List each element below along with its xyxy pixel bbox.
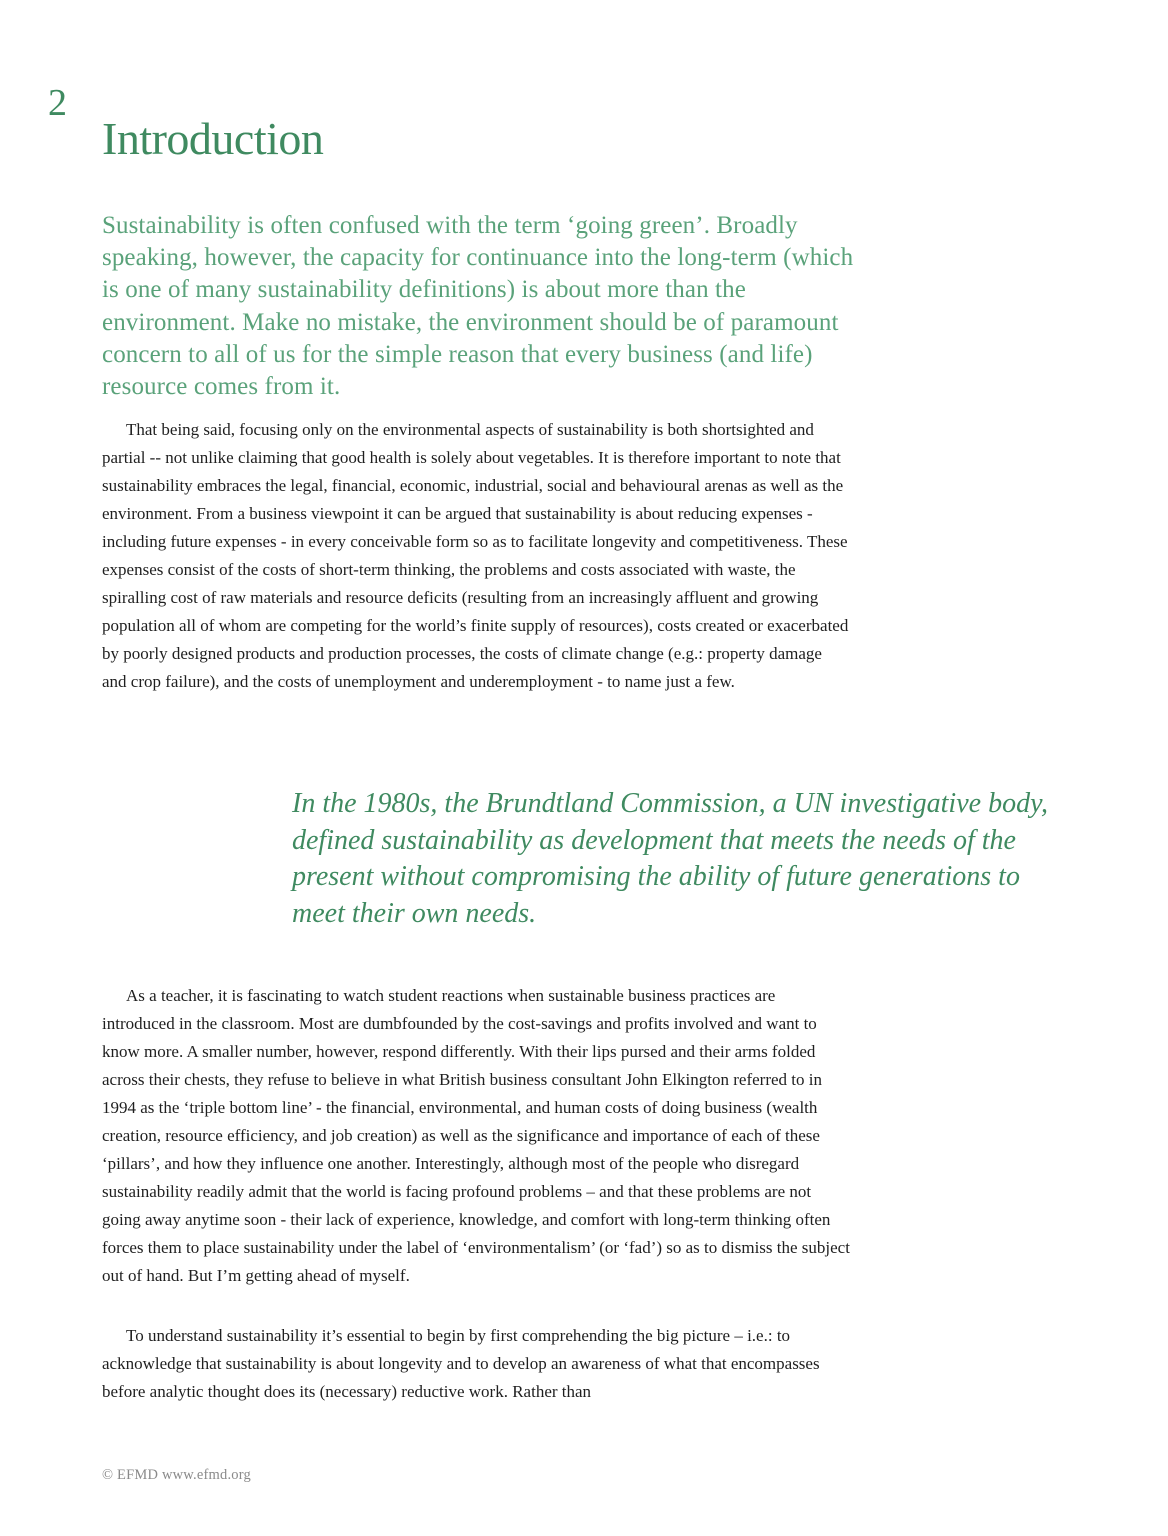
body-paragraph-1: That being said, focusing only on the environmental aspects of sustainability is both shortsighted and partial -- not unlike claiming that good health is solely about vegetables. It is therefore important to note that sustainability embraces the legal, financial, economic, industrial, social and behavioural arenas as well as the environment. From a business viewpoint it can be argued that sustainability is about reducing expenses - including future expenses - in every conceivable form so as to facilitate longevity and competitiveness. These expenses consist of the costs of short-term thinking, the problems and costs associated with waste, the spiralling cost of raw materials and resource deficits (resulting from an increasingly affluent and growing population all of whom are competing for the world’s finite supply of resources), costs created or exacerbated by poorly designed products and production processes, the costs of climate change (e.g.: property damage and crop failure), and the costs of unemployment and underemployment - to name just a few. bbox=[102, 420, 849, 691]
footer-copyright: © EFMD www.efmd.org bbox=[102, 1467, 251, 1483]
lead-paragraph: Sustainability is often confused with the term ‘going green’. Broadly speaking, however, the capacity for continuance into the long-term (which is one of many sustainability definitions) is about more than the environment. Make no mistake, the environment should be of paramount concern to all of us for the simple reason that every business (and life) resource comes from it. bbox=[102, 212, 854, 401]
page-number: 2 bbox=[48, 82, 67, 124]
page-title: Introduction bbox=[102, 113, 324, 164]
body-paragraph-3: To understand sustainability it’s essential to begin by first comprehending the big picture – i.e.: to acknowledge that sustainability is about longevity and to develop an awareness of what that encompasses before analytic thought does its (necessary) reductive work. Rather than bbox=[102, 1326, 820, 1401]
pull-quote: In the 1980s, the Brundtland Commission, a UN investigative body, defined sustainability as development that meets the needs of the present without compromising the ability of future generations to meet their own needs. bbox=[292, 788, 1048, 929]
body-paragraph-2: As a teacher, it is fascinating to watch student reactions when sustainable business practices are introduced in the classroom. Most are dumbfounded by the cost-savings and profits involved and want to know more. A smaller number, however, respond differently. With their lips pursed and their arms folded across their chests, they refuse to believe in what British business consultant John Elkington referred to in 1994 as the ‘triple bottom line’ - the financial, environmental, and human costs of doing business (wealth creation, resource efficiency, and job creation) as well as the significance and importance of each of these ‘pillars’, and how they influence one another. Interestingly, although most of the people who disregard sustainability readily admit that the world is facing profound problems – and that these problems are not going away anytime soon - their lack of experience, knowledge, and comfort with long-term thinking often forces them to place sustainability under the label of ‘environmentalism’ (or ‘fad’) so as to dismiss the subject out of hand. But I’m getting ahead of myself. bbox=[102, 986, 850, 1285]
